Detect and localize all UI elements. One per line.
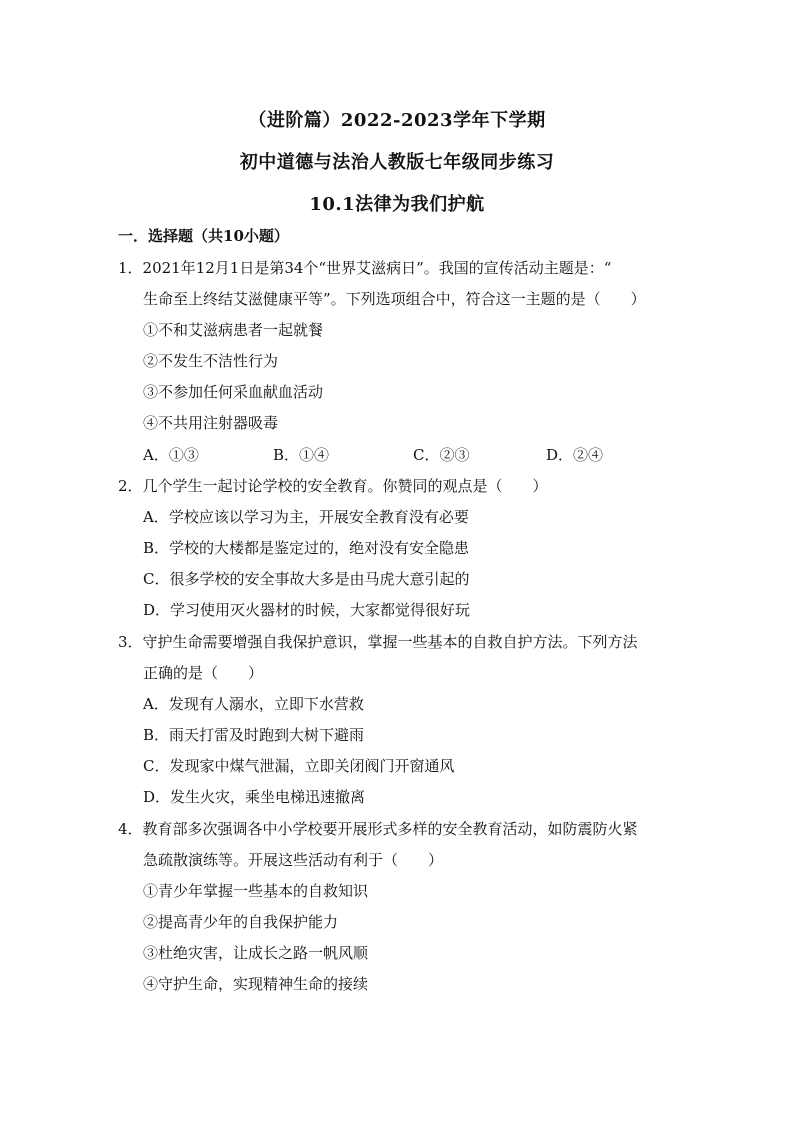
q2-option-c: C．很多学校的安全事故大多是由马虎大意引起的	[143, 570, 470, 588]
q2-stem: 2．几个学生一起讨论学校的安全教育。你赞同的观点是（ ）	[118, 477, 548, 495]
q1-option-a: A．①③	[143, 446, 199, 464]
q1-item-3: ③不参加任何采血献血活动	[143, 383, 324, 401]
q4-item-2: ②提高青少年的自我保护能力	[143, 913, 339, 931]
q3-option-a: A．发现有人溺水，立即下水营救	[143, 695, 364, 713]
q2-option-a: A．学校应该以学习为主，开展安全教育没有必要	[143, 508, 469, 526]
q3-option-c: C．发现家中煤气泄漏，立即关闭阀门开窗通风	[143, 757, 455, 775]
q3-stem-line1: 3．守护生命需要增强自我保护意识，掌握一些基本的自救自护方法。下列方法	[118, 633, 638, 651]
q4-item-1: ①青少年掌握一些基本的自救知识	[143, 882, 369, 900]
doc-title-line2: 初中道德与法治人教版七年级同步练习	[239, 152, 555, 173]
q3-stem-line2: 正确的是（ ）	[143, 664, 264, 682]
q3-option-d: D．发生火灾，乘坐电梯迅速撤离	[143, 788, 366, 806]
q4-item-4: ④守护生命，实现精神生命的接续	[143, 975, 369, 993]
q4-stem-line1: 4．教育部多次强调各中小学校要开展形式多样的安全教育活动，如防震防火紧	[118, 820, 638, 838]
q3-option-b: B．雨天打雷及时跑到大树下避雨	[143, 726, 365, 744]
doc-title-line3: 10.1法律为我们护航	[309, 194, 485, 215]
section-heading: 一．选择题（共10小题）	[118, 227, 289, 245]
q1-option-b: B．①④	[273, 446, 330, 464]
q2-option-d: D．学习使用灭火器材的时候，大家都觉得很好玩	[143, 601, 471, 619]
q1-stem-line2: 生命至上终结艾滋健康平等”。下列选项组合中，符合这一主题的是（ ）	[143, 290, 646, 308]
q1-stem-line1: 1．2021年12月1日是第34个“世界艾滋病日”。我国的宣传活动主题是：“	[118, 259, 612, 277]
q2-option-b: B．学校的大楼都是鉴定过的，绝对没有安全隐患	[143, 539, 470, 557]
q1-item-4: ④不共用注射器吸毒	[143, 414, 279, 432]
q4-stem-line2: 急疏散演练等。开展这些活动有利于（ ）	[143, 851, 444, 869]
q1-option-c: C．②③	[413, 446, 470, 464]
q4-item-3: ③杜绝灾害，让成长之路一帆风顺	[143, 944, 369, 962]
q1-item-2: ②不发生不洁性行为	[143, 352, 279, 370]
q1-option-d: D．②④	[546, 446, 604, 464]
q1-item-1: ①不和艾滋病患者一起就餐	[143, 321, 324, 339]
doc-title-line1: （进阶篇）2022-2023学年下学期	[248, 110, 546, 131]
